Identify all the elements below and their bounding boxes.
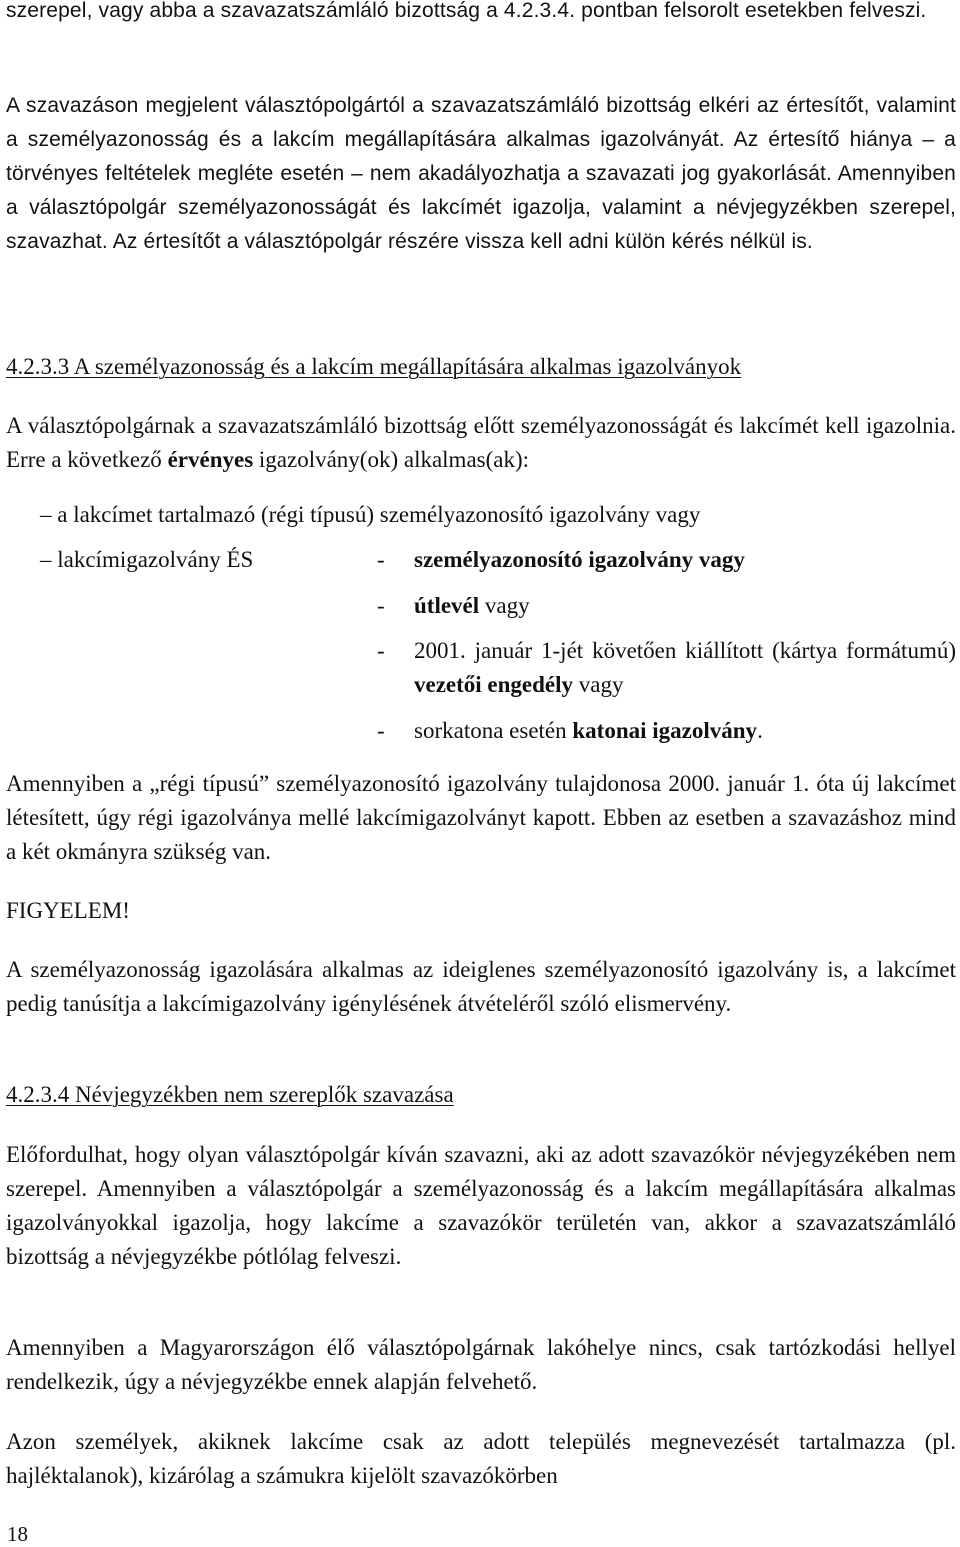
text: vagy — [573, 672, 624, 697]
bold-text-valid: érvényes — [167, 447, 254, 472]
paragraph-text: igazolvány(ok) alkalmas(ak): — [253, 447, 530, 472]
paragraph-temporary-id: A személyazonosság igazolására alkalmas az ideiglenes személyazonosító igazolvány is, a lakcímet pedig tanúsítja a lakcímigazolvány igénylésének átvételéről szóló elismervény. — [6, 957, 956, 1016]
paragraph-old-id-card: Amennyiben a „régi típusú” személyazonosító igazolvány tulajdonosa 2000. január 1. óta új lakcímet létesített, úgy régi igazolványa mellé lakcímigazolványt kapott. Ebben az esetben a szavazáshoz mind a két okmányra szükség van. — [6, 771, 956, 864]
sub-list-dash: - — [377, 638, 385, 663]
bold-text: katonai igazolvány — [572, 718, 758, 743]
page-number: 18 — [7, 1522, 28, 1546]
list-item: – a lakcímet tartalmazó (régi típusú) személyazonosító igazolvány vagy — [40, 502, 701, 527]
text: 2001. január 1-jét követően kiállított (kártya formátumú) — [414, 638, 956, 663]
text: vagy — [479, 593, 530, 618]
sub-list-item — [414, 589, 530, 623]
section-heading-4-2-3-3: 4.2.3.3 A személyazonosság és a lakcím megállapítására alkalmas igazolványok — [6, 354, 742, 379]
sub-list-item — [414, 714, 763, 748]
section-heading-4-2-3-4: 4.2.3.4 Névjegyzékben nem szereplők szavazása — [6, 1082, 454, 1107]
sub-list-dash: - — [377, 718, 385, 743]
list-item: – lakcímigazolvány ÉS — [40, 547, 254, 572]
text: . — [757, 718, 763, 743]
paragraph-residence: Amennyiben a Magyarországon élő választópolgárnak lakóhelye nincs, csak tartózkodási hellyel rendelkezik, úgy a névjegyzékbe ennek alapján felvehető. — [6, 1335, 956, 1394]
bold-text: útlevél — [414, 593, 480, 618]
sub-list-dash: - — [377, 547, 385, 572]
sub-list-item — [414, 634, 956, 702]
paragraph-id-requirements — [6, 409, 956, 477]
paragraph-continuation: szerepel, vagy abba a szavazatszámláló bizottság a 4.2.3.4. pontban felsorolt esetekben felveszi. — [6, 0, 927, 22]
sub-list-dash: - — [377, 593, 385, 618]
sub-list-item: személyazonosító igazolvány vagy — [414, 547, 745, 572]
warning-label: FIGYELEM! — [6, 898, 130, 923]
paragraph-not-in-register: Előfordulhat, hogy olyan választópolgár kíván szavazni, aki az adott szavazókör névjegyzékében nem szerepel. Amennyiben a választópolgár a személyazonosság és a lakcím megállapítására alkalmas igazolványokkal igazolja, hogy lakcíme a szavazókör területén van, akkor a szavazatszámláló bizottság a névjegyzékbe pótlólag felveszi. — [6, 1142, 956, 1269]
paragraph-text: A választópolgárnak a szavazatszámláló bizottság előtt személyazonosságát és lakcímét kell igazolnia. Erre a következő — [6, 413, 956, 472]
text: sorkatona esetén — [414, 718, 573, 743]
paragraph-homeless: Azon személyek, akiknek lakcíme csak az adott település megnevezését tartalmazza (pl. hajléktalanok), kizárólag a számukra kijelölt szavazókörben — [6, 1429, 956, 1488]
paragraph-voter-identification: A szavazáson megjelent választópolgártól a szavazatszámláló bizottság elkéri az értesítőt, valamint a személyazonosság és a lakcím megállapítására alkalmas igazolványát. Az értesítő hiánya – a törvényes feltételek megléte esetén – nem akadályozhatja a szavazati jog gyakorlását. Amennyiben a választópolgár személyazonosságát és lakcímét igazolja, valamint a névjegyzékben szerepel, szavazhat. Az értesítőt a választópolgár részére vissza kell adni külön kérés nélkül is. — [6, 94, 956, 253]
bold-text: vezetői engedély — [414, 672, 574, 697]
